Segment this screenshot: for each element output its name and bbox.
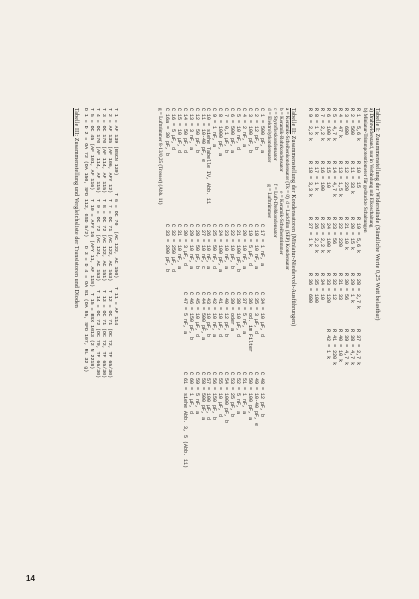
table2-entry: C 29 = 10 nF, a: [187, 224, 194, 270]
table2-entry: C 35 = 3 µF, d: [252, 292, 259, 335]
table1-entry: R 15 = 10: [325, 161, 332, 189]
table2-entry: C 39 = oder a: [229, 292, 236, 332]
table1-entry: R 28 = 2,7 k: [354, 273, 361, 310]
table2-entry: C 1 = 500 pF, a: [258, 108, 265, 154]
table2-entry: C 59 = 5 nF, a: [193, 372, 200, 415]
table2-entry: C 4 = 2 nF, a: [240, 108, 247, 148]
table1-entry: R 2 = 560: [348, 108, 355, 136]
table2-entry: C 48 = 12 pF, b: [258, 372, 265, 418]
table3-row: T 5 = OC 45 (AF 101, AF 116) T 10 = AFY 16 (AFY 11, AF 118) T 15 = BSX 1013 (2 N 2218): [89, 108, 94, 370]
table2-column: [163, 372, 263, 468]
table1-entry: R 11 = 33 k: [348, 161, 355, 195]
table1-entry: R 26 = 2,2 k: [313, 217, 320, 254]
table2-entry: C 24 = 100 pF, a: [217, 224, 224, 273]
table2-entry: C 5 = 10 nF, d: [234, 108, 241, 151]
table1-entry: R 23 = 56: [330, 217, 337, 245]
table2-entry: C 41 = 10 µF, d: [217, 292, 224, 338]
table2-entry: C 20 = 10 nF, a: [240, 224, 247, 270]
table1-entry: R 13 = 1,5 k: [336, 161, 343, 198]
table1-entry: R 18 = 3,3 k: [307, 161, 314, 198]
table2-entry: C 6 = 500 pF, a: [229, 108, 236, 154]
table3-row: D 1 = D 2 = OA 72 (OA 150, SFD 112, GSD 5/2) D 3 = D 4 = OA 81 (OA 85, SFD 107, RL 32 g): [83, 108, 88, 373]
table2-entry: C 10 = siehe Tabelle IV, Abb. 11: [205, 108, 212, 205]
table2-footnote: g = Lufttrimmer 8-13/0,25 (Trosser) (Abb. 11): [157, 108, 164, 205]
table2-entry: C 7 = 0,1 µF, b: [223, 108, 230, 154]
table1-entry: R 17 = 1 k: [313, 161, 320, 192]
table2-entry: C 43 = 10 pF, b: [205, 292, 212, 338]
table2-entry: C 51 = 1 nF, a: [240, 372, 247, 415]
table2-entry: C 17 = 1 nF, a: [258, 224, 265, 267]
table1-entry: R 30 = 56: [342, 273, 349, 301]
table2-entry: C 54 = 1000 pF, b: [223, 372, 230, 424]
table2-entry: C 53 = 25 pF, b: [229, 372, 236, 418]
table2-entry: C 52 = 5 nF, a: [234, 372, 241, 415]
table2-entry: C 19 = 5 µF, d: [246, 224, 253, 267]
table1-entry: R 12 = 220: [342, 161, 349, 192]
table1-entry: R 4 = 47 k: [336, 108, 343, 139]
table1-column: [306, 329, 359, 365]
table2-entry: C 38 = 10 µF, d: [234, 292, 241, 338]
table2-entry: C 57 = 100 µF, d: [205, 372, 212, 421]
table1-subnote-b: b) Miniatur-Trimmpotentiometer für gedruckte Schaltungen: [361, 108, 368, 233]
table2-entry: C 42 = 10 nF, a: [211, 292, 218, 338]
table2-entry: C 22 = 10 pF, b: [229, 224, 236, 270]
table2-entry: C 13 = 3 nF, a: [187, 108, 194, 151]
table2-section: [157, 108, 296, 468]
table1-entry: R 16 = 100: [319, 161, 326, 192]
table1-entry: R 9 = 2,2 k: [307, 108, 314, 142]
table2-entry: C 40 = 12 pF, b: [223, 292, 230, 338]
table2-caption: Tabelle II:: [290, 108, 296, 135]
table1-entry: R 19 = 5,6 k: [354, 217, 361, 254]
table1-entry: R 20 = 15 k: [348, 217, 355, 251]
table1-entry: R 24 = 100 k: [325, 217, 332, 254]
table1-entry: R 33 = 120: [325, 273, 332, 304]
table3-row: T 4 = OC 170 (AF 114, AF 115) T 9 = OC 72 (AC 124, AC 153) T 14 = OC 72 (OC 79, TF 66/30): [95, 108, 100, 379]
table1-entry: R 27 = 1 k: [307, 217, 314, 248]
table1-entry: R 7 = 2,2 k: [319, 108, 326, 142]
table2-entry: C 25 = 50 nF, d: [211, 224, 218, 270]
table1-entry: R 37 = 2,7 k: [354, 329, 361, 366]
table2-entry: C 32 = 250 µF, d: [170, 224, 176, 273]
table2-column: [163, 224, 263, 272]
table2-entry: C 45 = 10 µF, d: [193, 292, 200, 338]
table2-entry: C 28 = 50 pF, b: [193, 224, 200, 270]
table1-entry: R 41 = 220 k: [330, 329, 337, 366]
table1-entry: R 5 = 4,7 k: [330, 108, 337, 142]
table1-column: [306, 161, 359, 197]
table2-entry: C 58 = 500 pF, a: [199, 372, 206, 421]
table1-column: [306, 217, 359, 253]
table1-entry: R 39 = 4,7 k: [342, 329, 349, 366]
table1-entry: R 8 = 1 k: [313, 108, 320, 136]
table1-entry: R 36 = 680: [307, 273, 314, 304]
rotated-content: [30, 108, 380, 578]
table2-column: [163, 292, 263, 352]
table2-legend: [266, 108, 290, 468]
table2-entry: C 34 = 10 µF, d: [258, 292, 265, 338]
table2-column: [163, 108, 263, 204]
table1-entry: R 35 = 100: [313, 273, 320, 304]
table1-entry: R 40 = 10 k: [336, 329, 343, 363]
table1-entry: R 34 = 10: [319, 273, 326, 301]
table2-entry: C 56 = 150 pF, b: [211, 372, 218, 421]
table2-entry: C 55 = 10 µF, d: [217, 372, 224, 418]
table2-entry: C 23 = 10 nF, a: [223, 224, 230, 270]
table1-entry: R 22 = 220: [336, 217, 343, 248]
table2-heading: Zusammenstellung der Kondensatoren (Miniatur-Niedervolt-Ausführungen): [290, 135, 296, 327]
table2-legend-line: d = Elektrolytkondensator g = Lufttrimmer: [265, 108, 272, 219]
table3-rows: [82, 108, 118, 378]
table2-entry: C 18 = 10 nF, a: [252, 224, 259, 270]
table2-legend-line: b = Keramik-Rohrkondensator e = Keramik-Scheibentrimmer: [277, 108, 284, 255]
table2-entry: C 50 = 100 pF, a: [246, 372, 253, 421]
table2-entry: C 2 = 12 pF, b: [252, 108, 259, 151]
table2-entry: C 31 = 10 nF, a: [175, 224, 182, 270]
table2-entry: C 37 = 5 nF, a: [240, 292, 247, 335]
table2-entry: C 11 = 10-40 pF, e: [199, 108, 206, 163]
table1-column: [306, 273, 359, 309]
table3-row: T 1 = AF 139 (BSCN 139) T 6 = OC 70 (AC 122, AC 150) T 11 = AF 114: [113, 108, 118, 326]
table1-entry: R 42 = 1 k: [325, 329, 332, 360]
table1-entry: R 25 = 2,2 k: [319, 217, 326, 254]
table2-entry: C 33 = 200 pF, b: [164, 224, 171, 273]
table2-entry: C 14 = 50 pF, d: [181, 108, 188, 154]
table2-entry: C 49 = 10-40 pF, e: [252, 372, 259, 427]
table2-entry: C 30 = 3 µF, d: [181, 224, 188, 267]
table3-heading: Zusammenstellung und Vergleichsliste der Transistoren und Dioden: [73, 137, 79, 308]
table1-entry: R 3 = 680: [342, 108, 349, 136]
table1-section: [306, 108, 380, 365]
table2-entry: C 8 = 1000 pF, a: [217, 108, 224, 157]
table2-entry: C 47 = 5 nF, a: [181, 292, 188, 335]
table2-legend-line: c = Styroflexkondensator f = Luft-Drehkondensator: [271, 108, 278, 238]
table1-entry: R 32 = 12: [330, 273, 337, 301]
table1-entry: R 29 = 1 k: [348, 273, 355, 304]
table1-heading: Zusammenstellung der Widerstände (Sämtliche Werte 0,25 Watt belastbar): [374, 133, 380, 321]
table2-entry: C 15 = 10 µF, d: [175, 108, 182, 154]
table2-entry: C 9 = 1 nF, a: [211, 108, 218, 148]
table2-entry: C 16a = 30 pF, b: [164, 108, 171, 157]
table2-entry: C 16 = 5 µF, d: [170, 108, 176, 151]
table2-entry: C 61 = siehe Abb. 3, 5 (Abb. 11): [181, 372, 188, 469]
table3-row: T 2 = AF 135 (AF 106, AFY 12) T 7 = OC 71 (AC 122, AC 163) T 12 = OC 71 (OC 72, TF 65/30): [107, 108, 112, 379]
table2-entry: C 3 = 100 pF, b: [246, 108, 253, 154]
page-number: 14: [26, 574, 35, 583]
table1-caption: Tabelle I:: [374, 108, 380, 132]
table2-entry: C 12 = 50 pF, b: [193, 108, 200, 154]
table1-subnote-a: a) Drahtwiderstand, nur in Verbindung mit Elkoschaltung: [367, 108, 374, 228]
table2-entry: C 27 = 10 nF, c: [199, 224, 206, 270]
table3-row: T 3 = OC 170 (AF 114, AF 115) T 8 = OC 72 (AC 122, AC 151) T 13 = OC 71 (OC 72, TF 65/30): [101, 108, 106, 379]
table2-entry: C 21 = 100 pF, b: [234, 224, 241, 273]
table1-entry: R 31 = 33: [336, 273, 343, 301]
table1-entry: R 21 = 10 k: [342, 217, 349, 251]
table1-entry: R 6 = 100 k: [325, 108, 332, 142]
table2-entry: C 60 = 1 µF, d: [187, 372, 194, 415]
table2-legend-line: a = Keramik-Scheibenkondensator (Tk = 0) d = Lackfilm (SEP) Kondensator: [283, 108, 290, 270]
table1-entry: R 38 = 4,7 k: [348, 329, 355, 366]
table1-columns: [306, 108, 359, 365]
table3-caption: Tabelle III:: [73, 108, 79, 137]
table1-entry: R 14 = 4,7 k: [330, 161, 337, 198]
table2-columns: [163, 108, 263, 468]
table1-entry: R 10 = 15: [354, 161, 361, 189]
table2-entry: C 46 = 150 pF, b: [187, 292, 194, 341]
table3-section: [73, 108, 118, 378]
table2-entry: C 26 = 10 nF, a: [205, 224, 212, 270]
table1-entry: R 1 = 5,6 k: [354, 108, 361, 142]
table2-entry: C 36 = od. im Filter: [246, 292, 253, 353]
table1-column: [306, 108, 359, 141]
table2-entry: C 44 = 500 pF, a: [199, 292, 206, 341]
